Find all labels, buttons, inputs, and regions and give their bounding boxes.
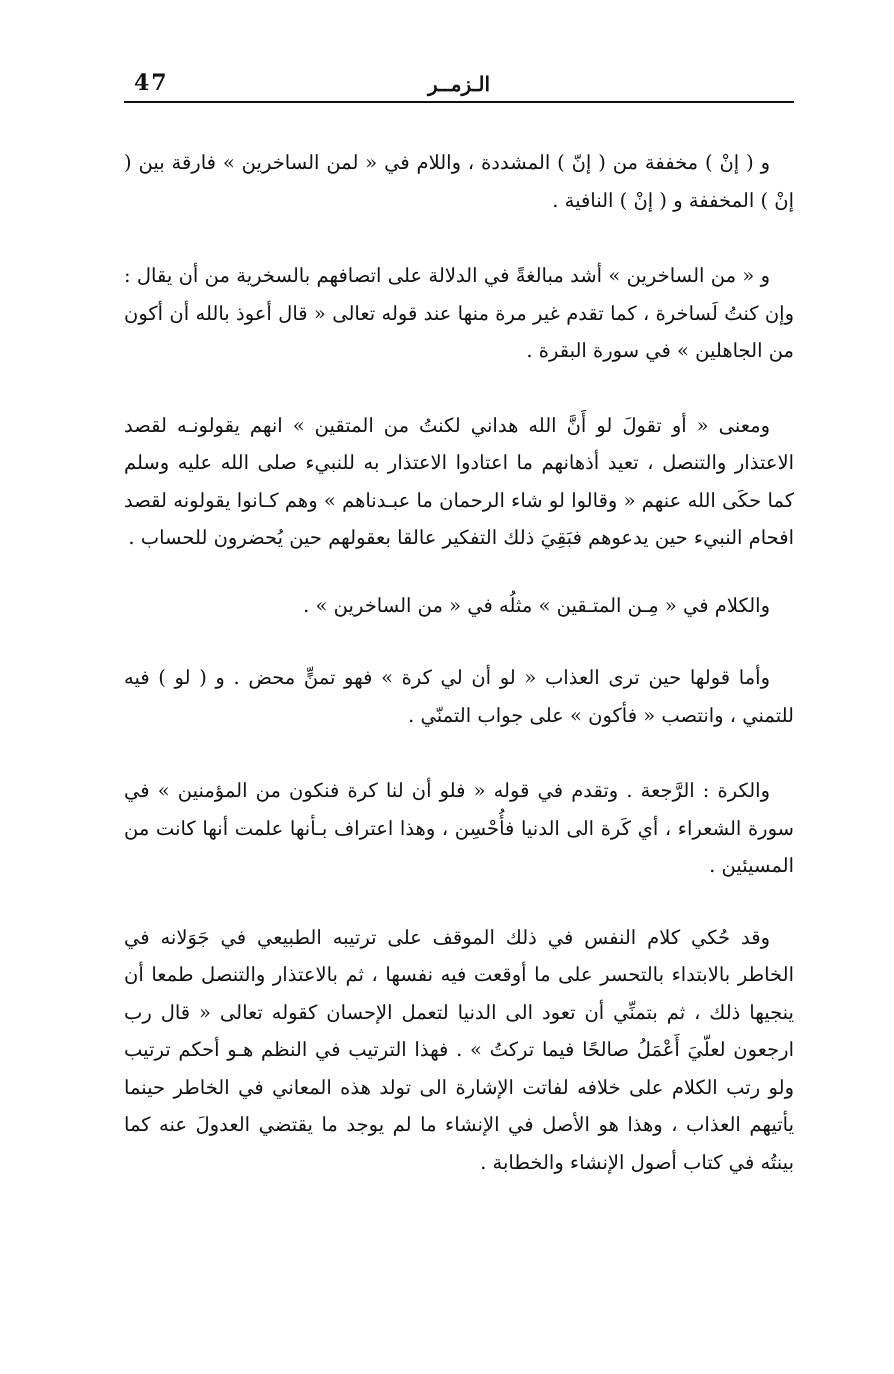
page-header (124, 66, 794, 102)
paragraph-2: و « من الساخرين » أشد مبالغةً في الدلالة على اتصافهم بالسخرية من أن يقال : وإن كنتُ لَساخرة ، كما تقدم غير مرة منها عند قوله تعالى « قال أعوذ بالله أن أكون من الجاهلين » في سورة البقرة . (124, 264, 794, 362)
page-number: 47 (134, 70, 169, 96)
paragraph-6: والكرة : الرَّجعة . وتقدم في قوله « فلو أن لنا كرة فنكون من المؤمنين » في سورة الشعراء ، أي كَرة الى الدنيا فأُحْسِن ، وهذا اعتراف بـأنها علمت أنها كانت من المسيئين . (124, 779, 794, 877)
paragraph-3: ومعنى « أو تقولَ لو أَنَّ الله هداني لكنتُ من المتقين » انهم يقولونـه لقصد الاعتذار والتنصل ، تعيد أذهانهم ما اعتادوا الاعتذار به للنبيء صلى الله عليه وسلم كما حكَى الله عنهم « وقالوا لو شاء الرحمان ما عبـدناهم » وهم كـانوا يقولونه لقصد افحام النبيء حين يدعوهم فبَقِيَ ذلك التفكير عالقا بعقولهم حين يُحضرون للحساب . (124, 413, 794, 549)
paragraph-1: و ( إنْ ) مخففة من ( إنّ ) المشددة ، واللام في « لمن الساخرين » فارقة بين ( إنْ ) المخففة و ( إنْ ) النافية . (124, 151, 794, 212)
running-title: الـزمــر (427, 72, 490, 96)
header-rule (124, 101, 794, 103)
body-text (124, 144, 794, 1181)
paragraph-7: وقد حُكي كلام النفس في ذلك الموقف على ترتيبه الطبيعي في جَوَلانه في الخاطر بالابتداء بالتحسر على ما أوقعت فيه نفسها ، ثم بالاعتذار والتنصل طمعا أن ينجيها ذلك ، ثم بتمنِّي أن تعود الى الدنيا لتعمل الإحسان كقوله تعالى « قال رب ارجعون لعلّيَ أَعْمَلُ صالحًا فيما تركتُ » . فهذا الترتيب في النظم هـو أحكم ترتيب ولو رتب الكلام على خلافه لفاتت الإشارة الى تولد هذه المعاني في الخاطر حينما يأتيهم العذاب ، وهذا هو الأصل في الإنشاء ما لم يوجد ما يقتضي العدولَ عنه كما بينتُه في كتاب أصول الإنشاء والخطابة . (124, 925, 794, 1174)
paragraph-4: والكلام في « مِـن المتـقين » مثلُه في « من الساخرين » . (303, 593, 770, 617)
paragraph-5: وأما قولها حين ترى العذاب « لو أن لي كرة » فهو تمنٍّ محض . و ( لو ) فيه للتمني ، وانتصب « فأكون » على جواب التمنّي . (124, 666, 794, 727)
